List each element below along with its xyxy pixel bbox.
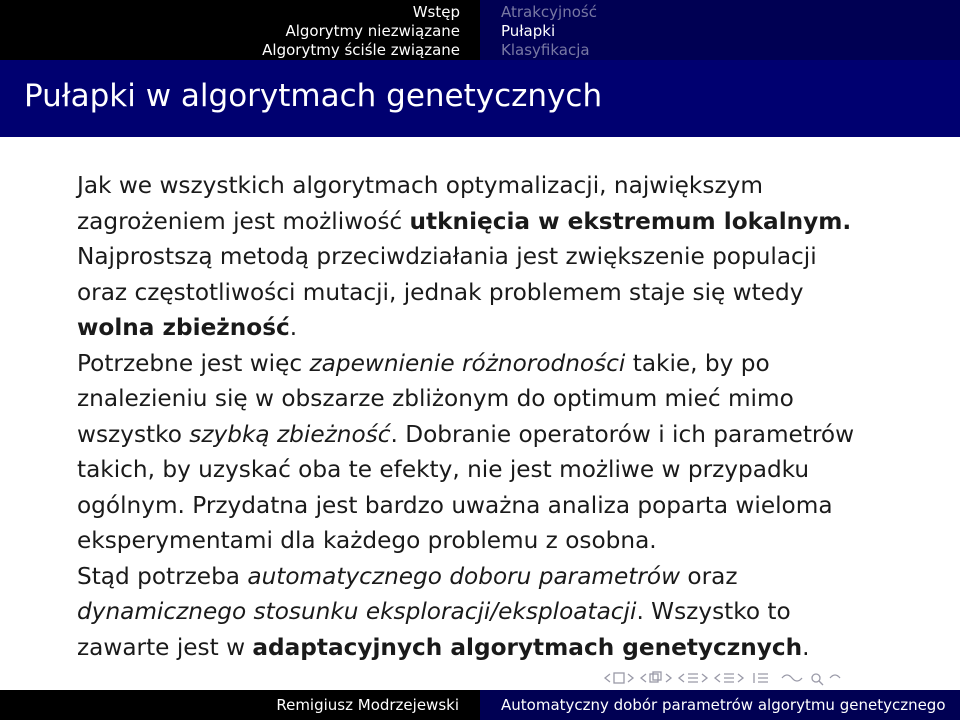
body-line: dynamicznego stosunku eksploracji/eksploatacji. Wszystko to	[77, 598, 791, 625]
body-line: wszystko szybką zbieżność. Dobranie operatorów i ich parametrów	[77, 420, 855, 448]
nav-subsection-algorytmy-niezwiazane[interactable]: Algorytmy niezwiązane	[285, 22, 460, 40]
nav-left-panel	[0, 0, 480, 60]
prev-section-icon	[715, 674, 720, 682]
frame-title: Pułapki w algorytmach genetycznych	[0, 60, 960, 137]
emphasis-bold: utknięcia w ekstremum lokalnym.	[409, 207, 852, 235]
forward-icon	[830, 675, 840, 678]
body-line: takich, by uzyskać oba te efekty, nie jest możliwe w przypadku	[77, 456, 810, 483]
emphasis-bold: adaptacyjnych algorytmach genetycznych	[252, 633, 803, 661]
slide-body	[77, 168, 887, 665]
header-navigation	[0, 0, 960, 60]
body-line: ogólnym. Przydatna jest bardzo uważna analiza poparta wieloma	[77, 491, 833, 519]
footer	[0, 690, 960, 720]
emphasis-bold: wolna zbieżność	[77, 314, 290, 341]
next-section-icon	[738, 674, 743, 682]
emphasis-italic: dynamicznego stosunku eksploracji/eksploatacji	[77, 598, 637, 625]
body-line: wolna zbieżność.	[77, 314, 298, 341]
body-line: eksperymentami dla każdego problemu z osobna.	[77, 527, 657, 554]
search-icon	[812, 674, 820, 682]
body-line: Jak we wszystkich algorytmach optymalizacji, największym	[77, 172, 763, 199]
document-icon	[754, 673, 768, 683]
body-line: Najprostszą metodą przeciwdziałania jest zwiększenie populacji	[77, 243, 817, 270]
next-subsection-icon	[702, 674, 707, 682]
emphasis-italic: automatycznego doboru parametrów	[247, 562, 681, 590]
body-line: zawarte jest w adaptacyjnych algorytmach genetycznych.	[77, 633, 810, 661]
prev-slide-icon	[605, 674, 610, 682]
nav-section-wstep[interactable]: Wstęp	[412, 3, 460, 21]
slide-icon	[614, 673, 624, 683]
nav-right-panel	[480, 0, 960, 60]
prev-frame-icon	[641, 674, 646, 682]
emphasis-italic: szybką zbieżność	[189, 420, 391, 448]
footer-presentation-title: Automatyczny dobór parametrów algorytmu genetycznego	[480, 690, 960, 720]
nav-subsection-klasyfikacja[interactable]: Klasyfikacja	[501, 41, 590, 59]
footer-author: Remigiusz Modrzejewski	[0, 690, 480, 720]
nav-subsection-algorytmy-scisle-zwiazane[interactable]: Algorytmy ściśle związane	[262, 41, 460, 59]
emphasis-italic: zapewnienie różnorodności	[309, 349, 626, 377]
navigation-symbols-graphic	[602, 669, 932, 687]
nav-section-atrakcyjnosc[interactable]: Atrakcyjność	[501, 3, 597, 21]
nav-subsection-pulapki[interactable]: Pułapki	[501, 22, 556, 40]
body-line: oraz częstotliwości mutacji, jednak problemem staje się wtedy	[77, 278, 804, 306]
prev-subsection-icon	[679, 674, 684, 682]
body-line: znalezieniu się w obszarze zbliżonym do optimum mieć mimo	[77, 385, 794, 412]
body-line: Potrzebne jest więc zapewnienie różnorodności takie, by po	[77, 349, 770, 377]
next-frame-icon	[666, 674, 671, 682]
next-slide-icon	[628, 674, 633, 682]
body-line: zagrożeniem jest możliwość utknięcia w ekstremum lokalnym.	[77, 207, 852, 235]
navigation-symbols	[602, 669, 932, 687]
back-icon	[782, 675, 802, 681]
body-line: Stąd potrzeba automatycznego doboru parametrów oraz	[77, 562, 738, 590]
